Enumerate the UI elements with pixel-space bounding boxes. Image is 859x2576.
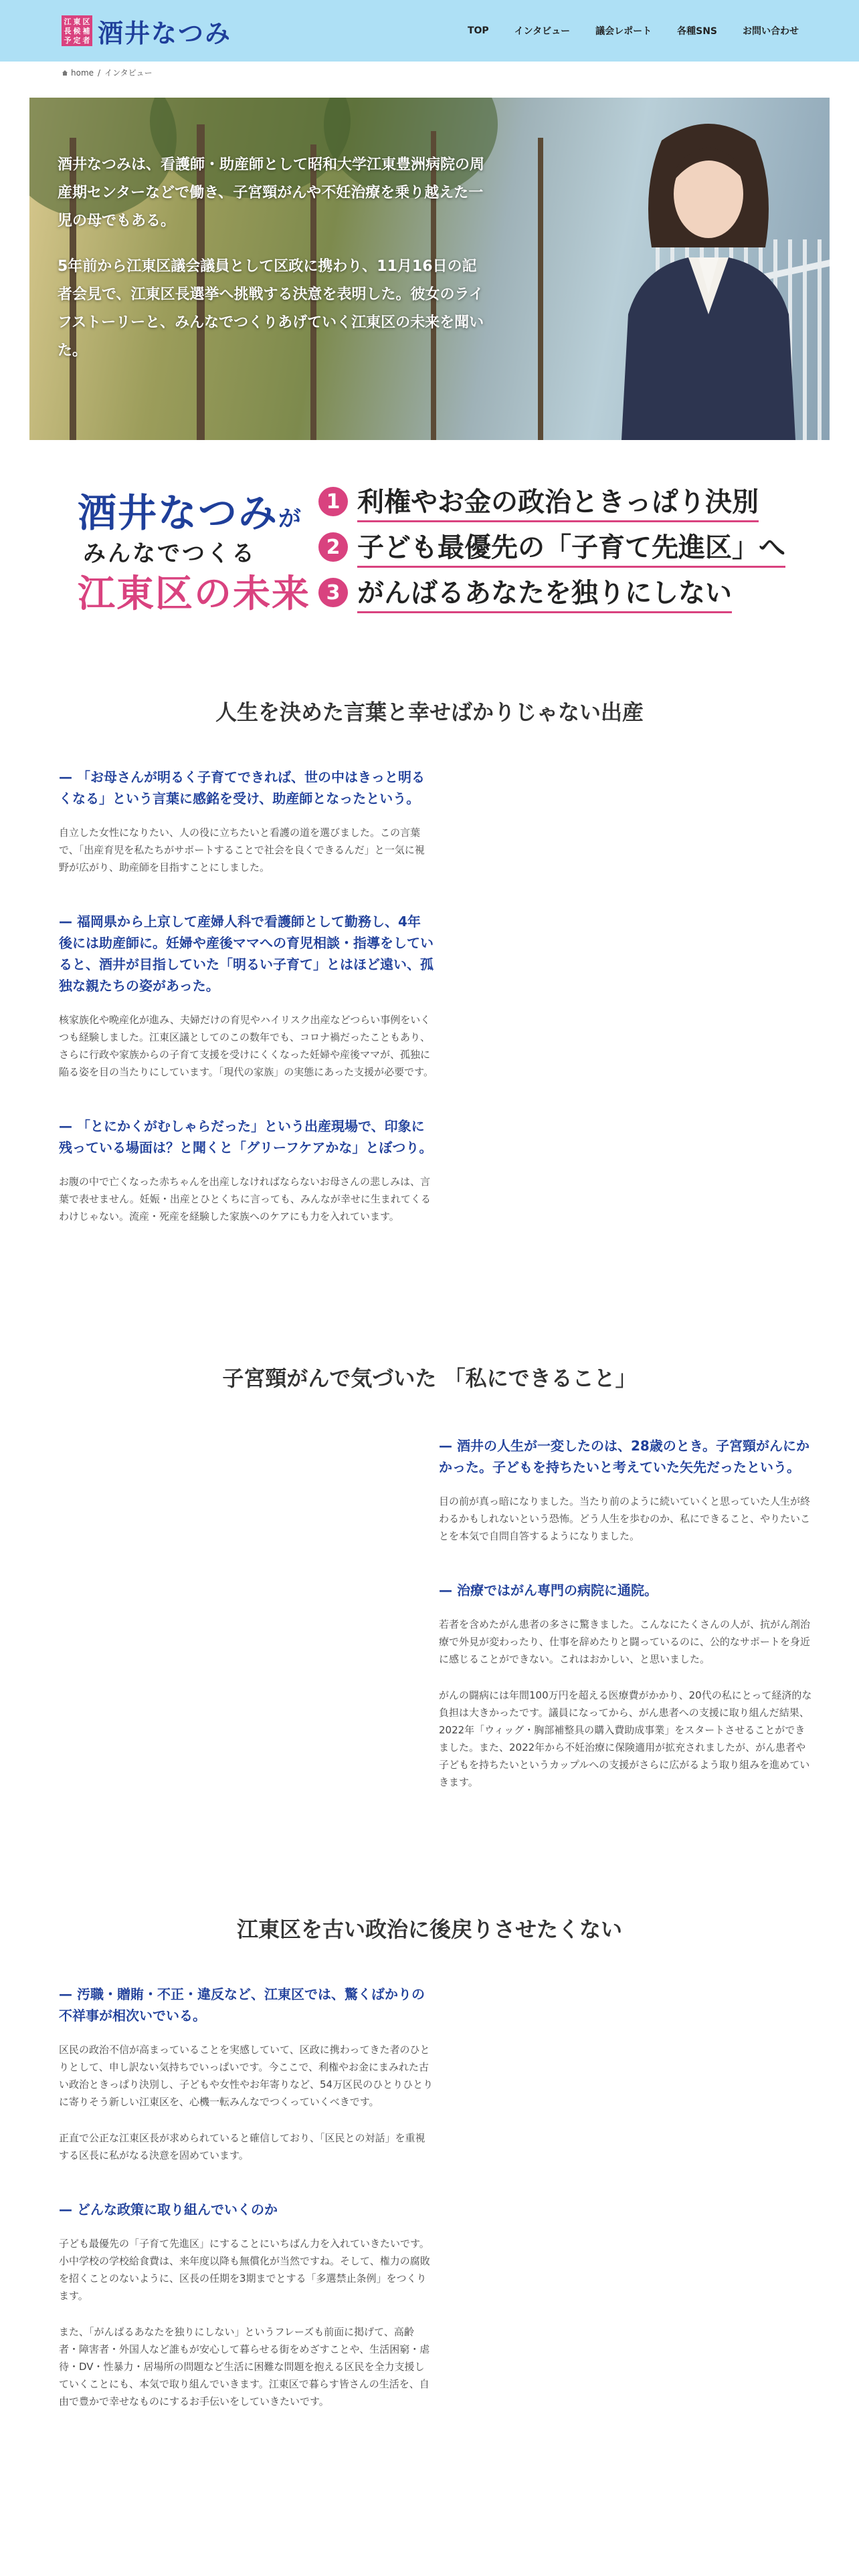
question-lead: — 汚職・贈賄・不正・違反など、江東区では、驚くばかりの不祥事が相次いでいる。 — [59, 1986, 425, 2024]
hero-paragraph: 酒井なつみは、看護師・助産師として昭和大学江東豊洲病院の周産期センターなどで働き、子宮頸がんや不妊治療を乗り越えた一児の母でもある。 — [58, 156, 485, 229]
answer-paragraph: 自立した女性になりたい、人の役に立ちたいと看護の道を選びました。この言葉で、「出産育児を私たちがサポートすることで社会を良くできるんだ」と一気に視野が広がり、助産師を目指すことにしました。 — [59, 827, 425, 873]
logo-badge-char: 予 — [64, 35, 72, 45]
nav-interview[interactable]: インタビュー — [514, 26, 571, 37]
breadcrumb-separator: / — [98, 68, 101, 78]
answer-paragraph: がんの闘病には年間100万円を超える医療費がかかり、20代の私にとって経済的な負担は大きかったです。議員になってから、がん患者への支援に取り組んだ結果、2022年「ウィッグ・胸部補整具の購入費助成事業」をスタートさせることができました。また、2022年から不妊治療に保険適用が拡充されましたが、がん患者や子どもを持ちたいというカップルへの支援がさらに広がるよう取り組みを進めていきます。 — [439, 1689, 812, 1788]
answer-paragraph: 正直で公正な江東区長が求められていると確信しており、「区民との対話」を重視する区長に私がなる決意を固めています。 — [59, 2132, 425, 2161]
nav-council-report[interactable]: 議会レポート — [595, 26, 652, 37]
answer-paragraph: 子ども最優先の「子育て先進区」にすることにいちばん力を入れていきたいです。小中学校の学校給食費は、来年度以降も無償化が当然ですね。そして、権力の腐敗を招くことのないように、区長の任期を3期までとする「多選禁止条例」をつくります。 — [59, 2238, 430, 2302]
main-nav — [442, 0, 799, 62]
pledge-text: 利権やお金の政治ときっぱり決別 — [357, 481, 759, 522]
nav-top[interactable]: TOP — [467, 25, 489, 36]
answer-paragraph: また、「がんばるあなたを独りにしない」というフレーズも前面に掲げて、高齢者・障害者・外国人など誰もが安心して暮らせる街をめざすことや、生活困窮・虐待・DV・性暴力・居場所の問題など生活に困難な問題を抱える区民を全力支援していくことにも、本気で取り組んでいきます。江東区で暮らす皆さんの生活を、自由で豊かで幸せなものにするお手伝いをしていきたいです。 — [59, 2326, 430, 2407]
logo-badge-char: 区 — [82, 17, 90, 26]
pledge-item — [318, 570, 785, 615]
logo-badge-char: 定 — [73, 35, 81, 45]
answer-paragraph: 若者を含めたがん患者の多さに驚きました。こんなにたくさんの人が、抗がん剤治療で外見が変わったり、仕事を辞めたりと闘っているのに、公的なサポートを身近に感じることができない。これはおかしい、と思いました。 — [439, 1618, 811, 1665]
candidate-photo — [622, 114, 795, 440]
pledge-list — [318, 479, 785, 615]
question-lead: — 福岡県から上京して産婦人科で看護師として勤務し、4年後には助産師に。妊婦や産後ママへの育児相談・指導をしていると、酒井が目指していた「明るい子育て」とはほど遠い、孤独な親たちの姿があった。 — [59, 914, 434, 994]
section-title: 子宮頸がんで気づいた 「私にできること」 — [222, 1366, 637, 1391]
interview-block — [59, 1983, 434, 2429]
hero-intro — [58, 151, 486, 383]
answer-paragraph: 核家族化や晩産化が進み、夫婦だけの育児やハイリスク出産などつらい事例をいくつも経験しました。江東区議としてのこの数年でも、コロナ禍だったこともあり、さらに行政や家族からの子育て支援を受けにくくなった妊婦や産後ママが、孤独に陥る姿を目の当たりにしています。「現代の家族」の実態にあった支援が必要です。 — [59, 1014, 434, 1078]
slogan-name-line — [78, 481, 302, 538]
logo-badge — [62, 15, 92, 46]
answer-paragraph: お腹の中で亡くなった赤ちゃんを出産しなければならないお母さんの悲しみは、言葉で表せません。妊娠・出産とひとくちに言っても、みんなが幸せに生まれてくるわけじゃない。流産・死産を経験した家族へのケアにも力を入れています。 — [59, 1176, 431, 1222]
section-title: 人生を決めた言葉と幸せばかりじゃない出産 — [215, 700, 644, 725]
logo-badge-char: 東 — [73, 17, 81, 26]
tree-trunk — [538, 138, 543, 440]
pledge-number-badge: 2 — [318, 532, 348, 562]
logo-badge-char: 者 — [82, 35, 90, 45]
slogan-particle: が — [278, 506, 303, 532]
hero-image — [29, 98, 830, 440]
question-lead: — どんな政策に取り組んでいくのか — [59, 2202, 278, 2218]
interview-block — [59, 766, 434, 1244]
pledge-text: がんばるあなたを独りにしない — [357, 572, 732, 613]
question-lead: — 「お母さんが明るく子育てできれば、世の中はきっと明るくなる」という言葉に感銘を受け、助産師となったという。 — [59, 769, 425, 807]
slogan-sub: みんなでつくる — [83, 540, 256, 567]
breadcrumb-home-link[interactable]: home — [71, 68, 94, 78]
breadcrumb — [62, 67, 153, 78]
logo-name: 酒井なつみ — [98, 18, 232, 48]
question-lead: — 治療ではがん専門の病院に通院。 — [439, 1582, 658, 1598]
logo-badge-char: 長 — [64, 26, 72, 35]
question-lead: — 「とにかくがむしゃらだった」という出産現場で、印象に残っている場面は？と聞くと「グリーフケアかな」とぼつり。 — [59, 1118, 433, 1156]
slogan-banner — [78, 479, 787, 619]
logo-badge-char: 江 — [64, 17, 72, 26]
pledge-number-badge: 3 — [318, 578, 348, 607]
answer-paragraph: 区民の政治不信が高まっていることを実感していて、区政に携わってきた者のひとりとして、申し訳ない気持ちでいっぱいです。今ここで、利権やお金にまみれた古い政治ときっぱり決別し、子どもや女性やお年寄りなど、54万区民のひとりひとりに寄りそう新しい江東区を、心機一転みんなでつくっていくべきです。 — [59, 2044, 434, 2108]
interview-block — [439, 1435, 814, 1810]
pledge-item — [318, 524, 785, 570]
breadcrumb-current: インタビュー — [104, 68, 153, 78]
site-logo[interactable] — [62, 15, 231, 47]
pledge-number-badge: 1 — [318, 487, 348, 516]
home-icon — [62, 70, 68, 76]
site-header — [0, 0, 859, 62]
pledge-item — [318, 479, 785, 524]
section-title: 江東区を古い政治に後戻りさせたくない — [236, 1917, 622, 1942]
slogan-future: 江東区の未来 — [78, 572, 310, 616]
nav-sns[interactable]: 各種SNS — [677, 26, 717, 37]
question-lead: — 酒井の人生が一変したのは、28歳のとき。子宮頸がんにかかった。子どもを持ちたいと考えていた矢先だったという。 — [439, 1438, 809, 1475]
answer-paragraph: 目の前が真っ暗になりました。当たり前のように続いていくと思っていた人生が終わるかもしれないという恐怖。どう人生を歩むのか、私にできること、やりたいことを本気で自問自答するようになりました。 — [439, 1495, 811, 1542]
slogan-name: 酒井なつみ — [78, 490, 279, 536]
hero-paragraph: 5年前から江東区議会議員として区政に携わり、11月16日の記者会見で、江東区長選挙へ挑戦する決意を表明した。彼女のライフストーリーと、みんなでつくりあげていく江東区の未来を聞いた。 — [58, 258, 484, 359]
logo-badge-char: 候 — [73, 26, 81, 35]
logo-badge-char: 補 — [82, 26, 90, 35]
nav-contact[interactable]: お問い合わせ — [743, 26, 799, 37]
pledge-text: 子ども最優先の「子育て先進区」へ — [357, 526, 785, 568]
